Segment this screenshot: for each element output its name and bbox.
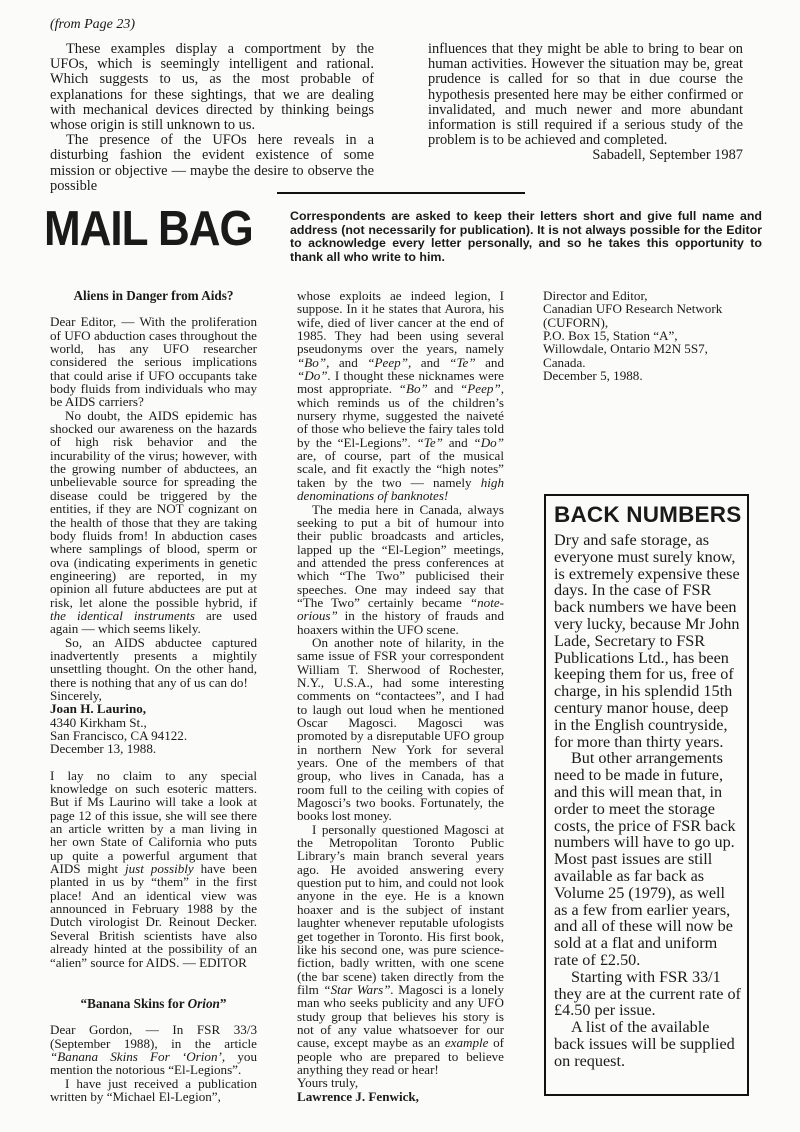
top-article-place-date: Sabadell, September 1987 — [592, 147, 743, 164]
letter-heading: Aliens in Danger from Aids? — [73, 288, 234, 303]
letter-paragraph: The media here in Canada, always seeking to put a bit of humour into their public broadcasts and articles, lapped up the “El-Legion” meetings, and attended the press conferences at which “The Two” publicised their speeches. One may indeed say that “The Two” certainly became “note-orious” in the history of frauds and hoaxers within the UFO scene. — [297, 501, 504, 637]
letters-column-2 — [297, 289, 504, 1103]
letter-paragraph: I personally questioned Magosci at the Metropolitan Toronto Public Library’s main branch several years ago. He avoided answering every question put to him, and could not look anyone in the eye. He is a known hoaxer and is the subject of instant laughter whenever reputable ufologists get together in Toronto. His first book, like his second one, was pure science-fiction, badly written, with one scene (the bar scene) taken directly from the film “Star Wars”. Magosci is a lonely man who seeks publicity and any UFO study group that believes his story is not of any value whatsoever for our cause, except maybe as an example of people who are prepared to believe anything they read or hear! — [297, 821, 504, 1077]
letter-paragraph: Dear Gordon, — In FSR 33/3 (September 1988), in the article “Banana Skins For ‘Orion’, you mention the notorious “El-Legions”. — [50, 1022, 257, 1078]
letter-address: 4340 Kirkham St., — [50, 714, 147, 730]
back-numbers-paragraph: But other arrangements need to be made in future, and this will mean that, in order to meet the storage costs, the price of FSR back numbers will have to go up. Most past issues are still available as far back as Volume 25 (1979), as well as a few from earlier years, and all of these will now be sold at a flat and uniform rate of £2.50. — [554, 749, 736, 969]
top-article-right-column — [428, 42, 743, 164]
back-numbers-paragraph: Dry and safe storage, as everyone must surely know, is extremely expensive these days. In the case of FSR back numbers we have been very lucky, because Mr John Lade, Secretary to FSR Publications Ltd., has been keeping them for us, free of charge, in his splendid 15th century manor house, deep in the English countryside, for more than thirty years. — [554, 531, 740, 751]
letter-closing: Yours truly, — [297, 1075, 359, 1091]
top-article-paragraph: influences that they might be able to bring to bear on human activities. However the situation may be, great prudence is called for so that in due course the hypothesis presented here may be either confirmed or invalidated, and much newer and more abundant information is still required if a serious study of the problem is to be achieved and completed. — [428, 41, 743, 149]
letter-paragraph: So, an AIDS abductee captured inadvertently presents a mightily unsettling thought. On the other hand, there is nothing that any of us can do! — [50, 634, 257, 690]
letter-closing: Sincerely, — [50, 687, 102, 703]
signatory-organization-abbr: (CUFORN), — [543, 314, 609, 330]
letter-paragraph: Dear Editor, — With the proliferation of UFO abduction cases throughout the world, has any UFO researcher considered the serious implications that could arise if UFO occupants take body fluids from individuals who may be AIDS carriers? — [50, 314, 257, 410]
back-numbers-title: BACK NUMBERS — [554, 502, 742, 527]
letters-column-3 — [543, 289, 760, 382]
letter-date: December 13, 1988. — [50, 741, 157, 757]
letter-paragraph: On another note of hilarity, in the same issue of FSR your correspondent William T. Sherwood of Rochester, N.Y., U.S.A., had some interesting comments on “contactees”, and I had to laugh out loud when he mentioned Oscar Magosci. Magosci was promoted by a disreputable UFO group in northern New York for several years. One of the members of that group, who lives in Canada, has a room full to the ceiling with copies of Magosci’s two books. Fortunately, the books lost money. — [297, 634, 504, 824]
mail-bag-title: MAIL BAG — [44, 201, 253, 256]
signatory-title: Director and Editor, — [543, 288, 648, 303]
letter-heading: “Banana Skins for Orion” — [80, 995, 227, 1011]
top-article-left-column — [50, 42, 374, 194]
mail-bag-blurb: Correspondents are asked to keep their letters short and give full name and address (not necessarily for publication). It is not always possible for the Editor to acknowledge every letter personally, and so he takes this opportunity to thank all who write to him. — [290, 209, 762, 264]
signatory-address: P.O. Box 15, Station “A”, — [543, 328, 678, 344]
editor-reply: I lay no claim to any special knowledge on such esoteric matters. But if Ms Laurino will take a look at page 12 of this issue, she will see there an article written by a man living in her own State of California who puts up quite a powerful argument that AIDS might just possibly have been planted in us by “them” in the first place! And an identical view was announced in February 1988 by the Dutch virologist Dr. Reinout Decker. Several British scientists have also already hinted at the possibility of an “alien” source for AIDS. — EDITOR — [50, 767, 257, 970]
top-article-paragraph: These examples display a comportment by the UFOs, which is seemingly intelligent and rational. Which suggests to us, as the most probable of explanations for these sightings, that we are dealing with mechanical devices directed by thinking beings whose origin is still unknown to us. — [50, 41, 374, 134]
letter-paragraph: whose exploits ae indeed legion, I suppose. In it he states that Aurora, his wife, died of liver cancer at the end of 1985. They had been using several pseudonyms over the years, namely “Bo”, and “Peep”, and “Te” and “Do”. I thought these nicknames were most appropriate. “Bo” and “Peep”, which reminds us of the children’s nursery rhyme, suggested the naiveté of those who believe the fairy tales told by the “El-Legions”. “Te” and “Do” are, of course, part of the musical scale, and fit exactly the “high notes” taken by the two — namely high denominations of banknotes! — [297, 288, 505, 504]
section-divider — [277, 192, 525, 194]
letter-signature: Lawrence J. Fenwick, — [297, 1088, 419, 1104]
signatory-address: Canada. — [543, 354, 586, 370]
letter-signature: Joan H. Laurino, — [50, 701, 147, 717]
continuation-note: (from Page 23) — [50, 17, 136, 32]
letters-column-1 — [50, 289, 257, 1103]
back-numbers-paragraph: A list of the available back issues will be supplied on request. — [554, 1018, 735, 1070]
letter-address: San Francisco, CA 94122. — [50, 728, 188, 743]
back-numbers-paragraph: Starting with FSR 33/1 they are at the current rate of £4.50 per issue. — [554, 967, 741, 1020]
letter-paragraph: I have just received a publication written by “Michael El-Legion”, — [50, 1075, 257, 1104]
signatory-organization: Canadian UFO Research Network — [543, 301, 723, 317]
back-numbers-box — [544, 494, 749, 1096]
signatory-address: Willowdale, Ontario M2N 5S7, — [543, 341, 708, 357]
letter-date: December 5, 1988. — [543, 368, 643, 384]
top-article-paragraph: The presence of the UFOs here reveals in a disturbing fashion the evident existence of some mission or objective — maybe the desire to observe the possible — [50, 132, 374, 194]
letter-paragraph: No doubt, the AIDS epidemic has shocked our awareness on the hazards of high risk behavior and the incurability of the virus; however, with the growing number of abductees, an unbelievable source for spreading the disease could be triggered by the entities, if they are NOT cognizant on the health of those that they are taking body fluids from! In abduction cases where samplings of blood, sperm or ova (indicating experiments in genetic engineering) are reported, in my opinion all future abductees are put at risk, let alone the possible hybrid, if the identical instruments are used again — which seems likely. — [50, 407, 257, 637]
